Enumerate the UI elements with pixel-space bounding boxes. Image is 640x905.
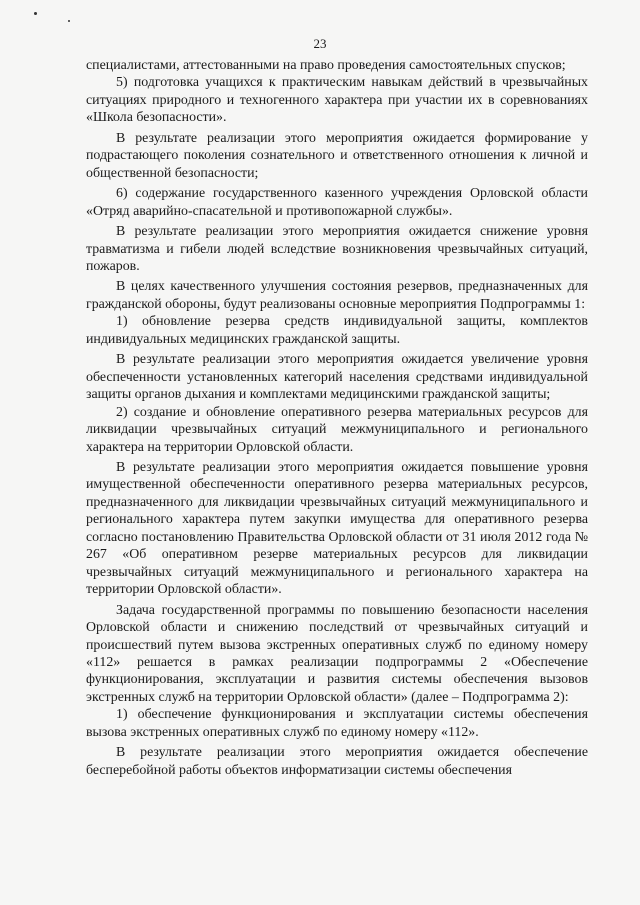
paragraph: 1) обновление резерва средств индивидуальной защиты, комплектов индивидуальных медицинских гражданской защиты. xyxy=(86,314,588,347)
paragraph: 2) создание и обновление оперативного резерва материальных ресурсов для ликвидации чрезвычайных ситуаций межмуниципального и регионального характера на территории Орловской области. xyxy=(86,404,588,455)
scan-speck xyxy=(34,12,37,15)
paragraph: В целях качественного улучшения состояния резервов, предназначенных для гражданской обороны, будут реализованы основные мероприятия Подпрограммы 1: xyxy=(86,279,588,312)
document-body xyxy=(86,57,588,779)
paragraph: В результате реализации этого мероприятия ожидается снижение уровня травматизма и гибели людей вследствие возникновения чрезвычайных ситуаций, пожаров. xyxy=(86,224,588,274)
page-number: 23 xyxy=(313,36,327,51)
paragraph: В результате реализации этого мероприятия ожидается увеличение уровня обеспеченности установленных категорий населения средствами индивидуальной защиты органов дыхания и комплектами медицинскими гражданской защиты; xyxy=(86,352,588,403)
paragraph: 5) подготовка учащихся к практическим навыкам действий в чрезвычайных ситуациях природного и техногенного характера при участии их в соревнованиях «Школа безопасности». xyxy=(86,75,588,126)
scan-speck xyxy=(68,20,70,22)
paragraph: В результате реализации этого мероприятия ожидается формирование у подрастающего поколения сознательного и ответственного отношения к личной и общественной безопасности; xyxy=(86,130,588,181)
paragraph: специалистами, аттестованными на право проведения самостоятельных спусков; xyxy=(86,58,566,73)
paragraph: 6) содержание государственного казенного учреждения Орловской области «Отряд аварийно-спасательной и противопожарной службы». xyxy=(86,186,588,219)
paragraph: Задача государственной программы по повышению безопасности населения Орловской области и снижению последствий от чрезвычайных ситуаций и происшествий путем вызова экстренных оперативных служб по единому номеру «112» решается в рамках реализации подпрограммы 2 «Обеспечение функционирования, эксплуатации и развития системы обеспечения вызовов экстренных служб на территории Орловской области» (далее – Подпрограмма 2): xyxy=(86,602,588,705)
paragraph: В результате реализации этого мероприятия ожидается обеспечение бесперебойной работы объектов информатизации системы обеспечения xyxy=(86,745,588,778)
paragraph: В результате реализации этого мероприятия ожидается повышение уровня имущественной обеспеченности оперативного резерва материальных ресурсов, предназначенного для ликвидации чрезвычайных ситуаций межмуниципального и регионального характера путем закупки имущества для оперативного резерва согласно постановлению Правительства Орловской области от 31 июля 2012 года № 267 «Об оперативном резерве материальных ресурсов для ликвидации чрезвычайных ситуаций межмуниципального и регионального характера на территории Орловской области». xyxy=(86,459,588,598)
paragraph: 1) обеспечение функционирования и эксплуатации системы обеспечения вызова экстренных оперативных служб по единому номеру «112». xyxy=(86,707,588,740)
